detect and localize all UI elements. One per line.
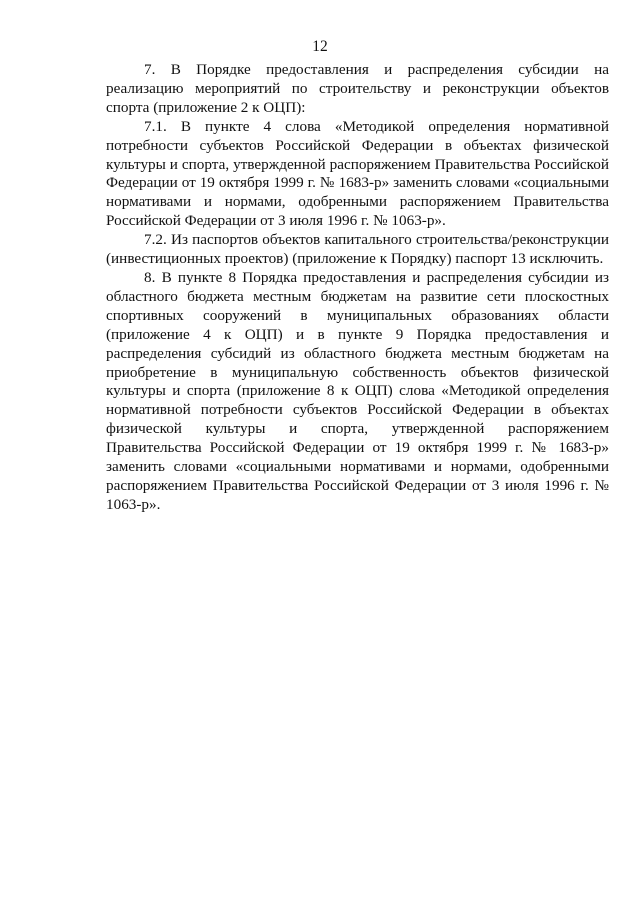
paragraph-item-7-1: 7.1. В пункте 4 слова «Методикой определения нормативной потребности субъектов Российской Федерации в объектах физической культуры и спорта, утвержденной распоряжением Правительства Российской Федерации от 19 октября 1999 г. № 1683-р» заменить словами «социальными нормативами и нормами, одобренными распоряжением Правительства Российской Федерации от 3 июля 1996 г. № 1063-р». (106, 117, 609, 230)
paragraph-item-7: 7. В Порядке предоставления и распределения субсидии на реализацию мероприятий по строительству и реконструкции объектов спорта (приложение 2 к ОЦП): (106, 61, 609, 116)
paragraph-item-7-2: 7.2. Из паспортов объектов капитального строительства/реконструкции (инвестиционных проектов) (приложение к Порядку) паспорт 13 исключить. (106, 231, 609, 268)
page-number: 12 (312, 38, 328, 55)
document-body (106, 61, 609, 515)
paragraph-item-8: 8. В пункте 8 Порядка предоставления и распределения субсидии из областного бюджета местным бюджетам на развитие сети плоскостных спортивных сооружений в муниципальных образованиях области (приложение 4 к ОЦП) и в пункте 9 Порядка предоставления и распределения субсидий из областного бюджета местным бюджетам на приобретение в муниципальную собственность объектов физической культуры и спорта (приложение 8 к ОЦП) слова «Методикой определения нормативной потребности субъектов Российской Федерации в объектах физической культуры и спорта, утвержденной распоряжением Правительства Российской Федерации от 19 октября 1999 г. № 1683-р» заменить словами «социальными нормативами и нормами, одобренными распоряжением Правительства Российской Федерации от 3 июля 1996 г. № 1063-р». (106, 268, 609, 513)
